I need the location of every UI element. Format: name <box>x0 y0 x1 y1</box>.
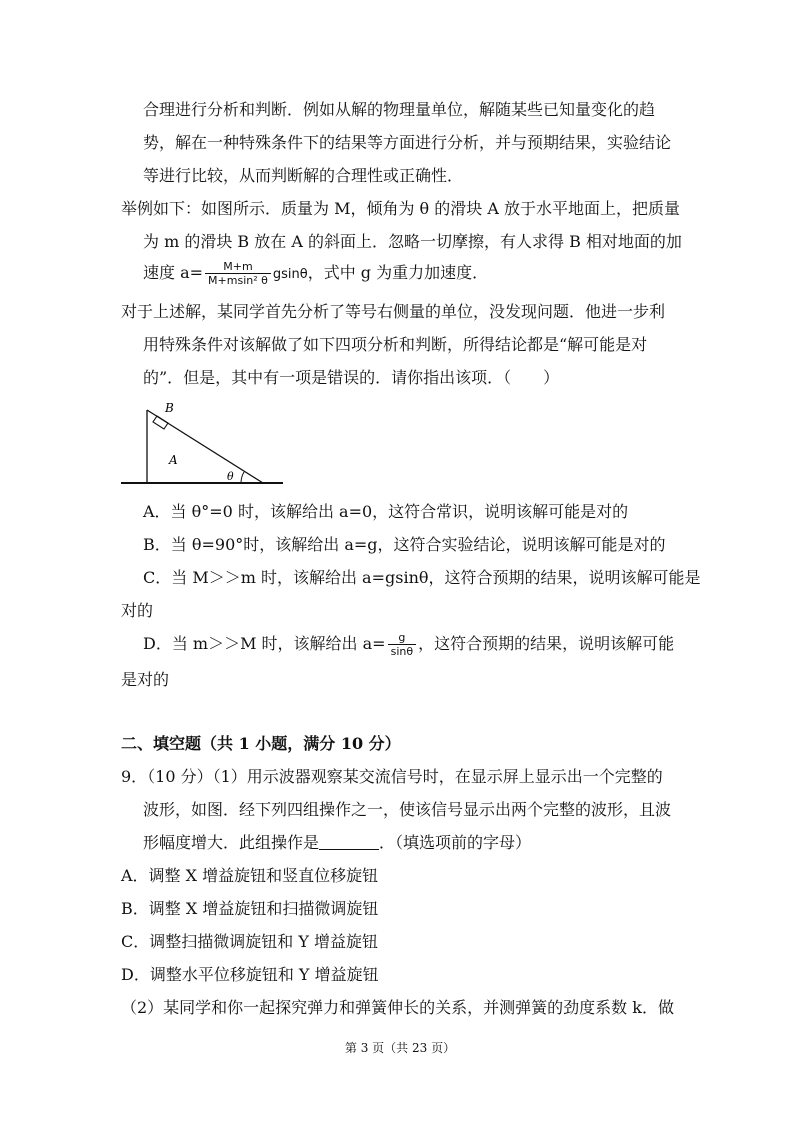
intro-line-3: 等进行比较，从而判断解的合理性或正确性． <box>143 166 464 185</box>
example-line-1: 举例如下：如图所示．质量为 M，倾角为 θ 的滑块 A 放于水平地面上，把质量 <box>121 199 681 218</box>
q9-choice-d: D．调整水平位移旋钮和 Y 增益旋钮 <box>121 965 379 984</box>
q9-line-3-prefix: 形幅度增大．此组操作是 <box>143 833 320 852</box>
option-c-line-1: C．当 M＞＞m 时，该解给出 a=gsinθ，这符合预期的结果，说明该解可能是 <box>143 568 701 587</box>
page-footer: 第 3 页（共 23 页） <box>344 1041 456 1055</box>
example-line-3 <box>143 260 488 287</box>
analysis-line-3: 的”．但是，其中有一项是错误的．请你指出该项．（ ） <box>143 368 560 387</box>
option-d-line-2: 是对的 <box>121 670 170 689</box>
option-b: B．当 θ=90°时，该解给出 a=g，这符合实验结论，说明该解可能是对的 <box>143 535 666 554</box>
option-d-denominator: sinθ <box>390 645 414 658</box>
q9-choice-a: A．调整 X 增益旋钮和竖直位移旋钮 <box>121 866 379 885</box>
q9-part-2: （2）某同学和你一起探究弹力和弹簧伸长的关系，并测弹簧的劲度系数 k．做 <box>121 998 674 1017</box>
fraction-denominator: M+msin² θ <box>208 274 268 287</box>
section-heading: 二、填空题（共 1 小题，满分 10 分） <box>121 734 401 753</box>
formula-prefix: 速度 a= <box>143 263 204 282</box>
option-d-fraction <box>388 631 417 658</box>
intro-line-2: 势，解在一种特殊条件下的结果等方面进行分析，并与预期结果，实验结论 <box>143 133 672 152</box>
example-line-2: 为 m 的滑块 B 放在 A 的斜面上．忽略一切摩擦，有人求得 B 相对地面的加 <box>143 232 682 251</box>
fraction-numerator: M+m <box>205 260 271 274</box>
q9-choice-b: B．调整 X 增益旋钮和扫描微调旋钮 <box>121 899 379 918</box>
acceleration-fraction <box>205 260 271 287</box>
q9-line-1: 9．（10 分）（1）用示波器观察某交流信号时，在显示屏上显示出一个完整的 <box>121 767 663 786</box>
incline-figure <box>115 398 285 490</box>
q9-line-2: 波形，如图．经下列四组操作之一，使该信号显示出两个完整的波形，且波 <box>143 800 672 819</box>
option-d-prefix: D．当 m＞＞M 时，该解给出 a= <box>143 634 386 653</box>
formula-suffix: ，式中 g 为重力加速度． <box>307 263 489 282</box>
option-d-suffix: ，这符合预期的结果，说明该解可能 <box>418 634 675 653</box>
angle-arc <box>241 472 244 483</box>
intro-line-1: 合理进行分析和判断．例如从解的物理量单位，解随某些已知量变化的趋 <box>143 100 656 119</box>
formula-tail: gsinθ <box>272 267 308 282</box>
analysis-line-1: 对于上述解，某同学首先分析了等号右侧量的单位，没发现问题．他进一步利 <box>121 302 666 321</box>
option-c-line-2: 对的 <box>121 601 154 620</box>
label-b: B <box>165 401 174 415</box>
option-d-numerator: g <box>388 631 417 645</box>
label-a: A <box>169 453 178 467</box>
option-a: A．当 θ°=0 时，该解给出 a=0，这符合常识，说明该解可能是对的 <box>143 502 629 521</box>
option-d-line-1 <box>143 631 674 658</box>
label-theta: θ <box>227 470 234 483</box>
q9-line-3-suffix: ．（填选项前的字母） <box>379 833 532 852</box>
q9-choice-c: C．调整扫描微调旋钮和 Y 增益旋钮 <box>121 932 378 951</box>
analysis-line-2: 用特殊条件对该解做了如下四项分析和判断，所得结论都是“解可能是对 <box>143 335 648 354</box>
q9-line-3 <box>143 832 531 854</box>
answer-blank <box>319 833 379 850</box>
